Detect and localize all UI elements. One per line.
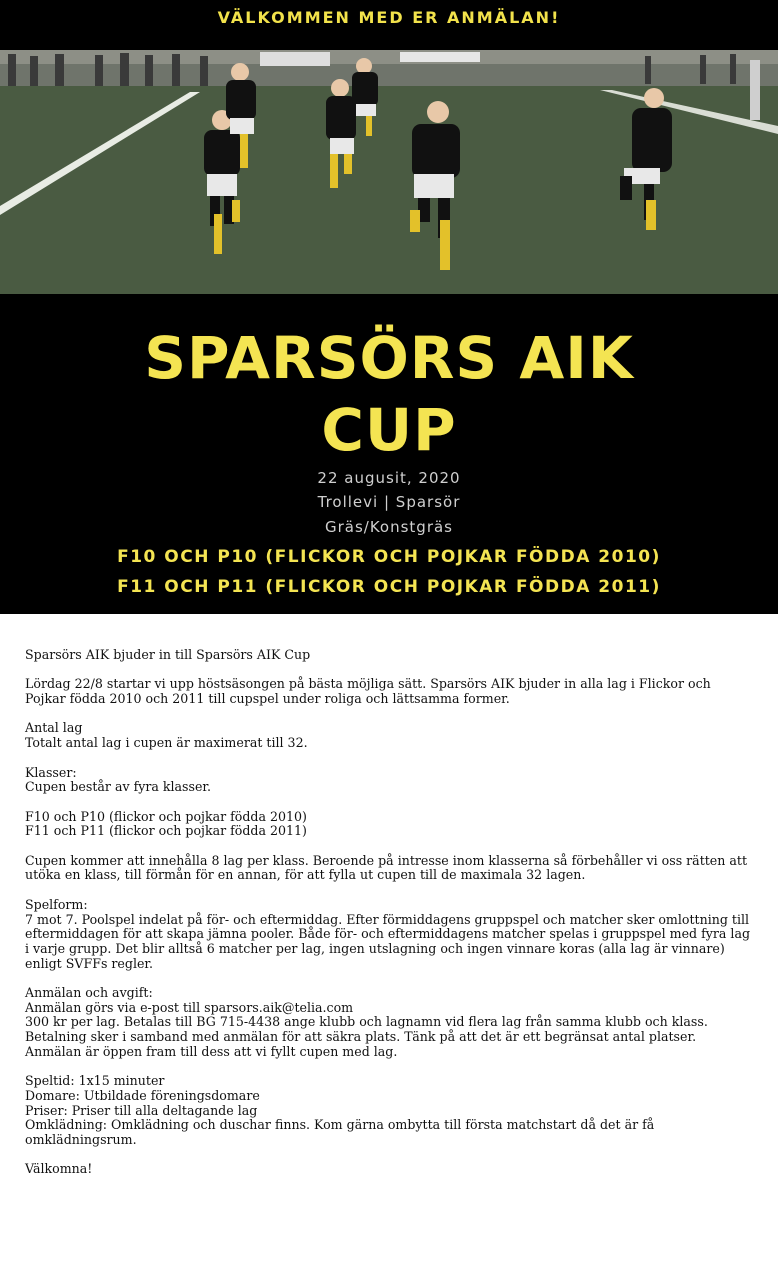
poster-surface: Gräs/Konstgräs: [324, 518, 454, 536]
speltid-line: Speltid: 1x15 minuter: [25, 1073, 165, 1089]
anmalan-payment-line: Betalning sker i samband med anmälan för att säkra plats. Tänk på att det är ett begränsat antal platser.: [25, 1029, 697, 1045]
anmalan-open-line: Anmälan är öppen fram till dess att vi fyllt cupen med lag.: [25, 1043, 398, 1059]
poster-title-line2: CUP: [321, 396, 457, 464]
anmalan-heading: Anmälan och avgift:: [25, 985, 153, 1001]
antal-lag-section: [25, 721, 755, 750]
closing-paragraph: Välkomna!: [25, 1161, 93, 1177]
team-photo-illustration: [0, 50, 778, 294]
klasser-text: Cupen består av fyra klasser.: [25, 779, 212, 795]
anmalan-section: [25, 986, 755, 1060]
spelform-text: 7 mot 7. Poolspel indelat på för- och eftermiddag. Efter förmiddagens gruppspel och matcher sker omlottning till eftermiddagen för att skapa jämna pooler. Både för- och eftermiddagens matcher spelas i gruppspel med fyra lag i varje grupp. Det blir alltså 6 matcher per lag, ingen utslagning och ingen vinnare koras (alla lag är vinnare) enligt SVFFs regler.: [25, 911, 751, 971]
antal-lag-heading: Antal lag: [25, 720, 83, 736]
cupen-paragraph: Cupen kommer att innehålla 8 lag per klass. Beroende på intresse inom klasserna så förbehåller vi oss rätten att utöka en klass, till förmån för en annan, för att fylla ut cupen till de maximala 32 lagen.: [25, 852, 748, 883]
intro-paragraph: Sparsörs AIK bjuder in till Sparsörs AIK Cup: [25, 647, 311, 662]
spelform-section: [25, 898, 755, 972]
poster-date: 22 augusit, 2020: [317, 469, 461, 487]
spelform-heading: Spelform:: [25, 896, 88, 912]
omkladning-line: Omklädning: Omklädning och duschar finns. Kom gärna ombytta till första matchstart då det är få omklädningsrum.: [25, 1117, 655, 1148]
priser-line: Priser: Priser till alla deltagande lag: [25, 1102, 258, 1118]
antal-lag-text: Totalt antal lag i cupen är maximerat till 32.: [25, 735, 308, 751]
poster-class-2011: F11 OCH P11 (FLICKOR OCH POJKAR FÖDDA 2011): [117, 577, 661, 597]
klass-list: [25, 810, 755, 839]
invitation-text: [25, 648, 755, 1192]
poster-title-line1: SPARSÖRS AIK: [144, 324, 634, 392]
klasser-heading: Klasser:: [25, 764, 77, 780]
cup-poster: [0, 294, 778, 614]
domare-line: Domare: Utbildade föreningsdomare: [25, 1087, 260, 1103]
poster-location: Trollevi | Sparsör: [317, 493, 461, 511]
anmalan-email-line: Anmälan görs via e-post till sparsors.aik@telia.com: [25, 999, 354, 1015]
klass-2011: F11 och P11 (flickor och pojkar födda 2011): [25, 823, 307, 839]
poster-class-2010: F10 OCH P10 (FLICKOR OCH POJKAR FÖDDA 2010): [117, 547, 661, 567]
klasser-section: [25, 766, 755, 795]
details-section: [25, 1074, 755, 1148]
anmalan-fee-line: 300 kr per lag. Betalas till BG 715-4438 ange klubb och lagnamn vid flera lag från samma klubb och klass.: [25, 1014, 708, 1030]
team-photo: [0, 50, 778, 294]
welcome-banner: VÄLKOMMEN MED ER ANMÄLAN!: [0, 0, 778, 50]
klass-2010: F10 och P10 (flickor och pojkar födda 2010): [25, 808, 307, 824]
start-paragraph: Lördag 22/8 startar vi upp höstsäsongen på bästa möjliga sätt. Sparsörs AIK bjuder in alla lag i Flickor och Pojkar födda 2010 och 2011 till cupspel under roliga och lättsamma former.: [25, 676, 711, 707]
